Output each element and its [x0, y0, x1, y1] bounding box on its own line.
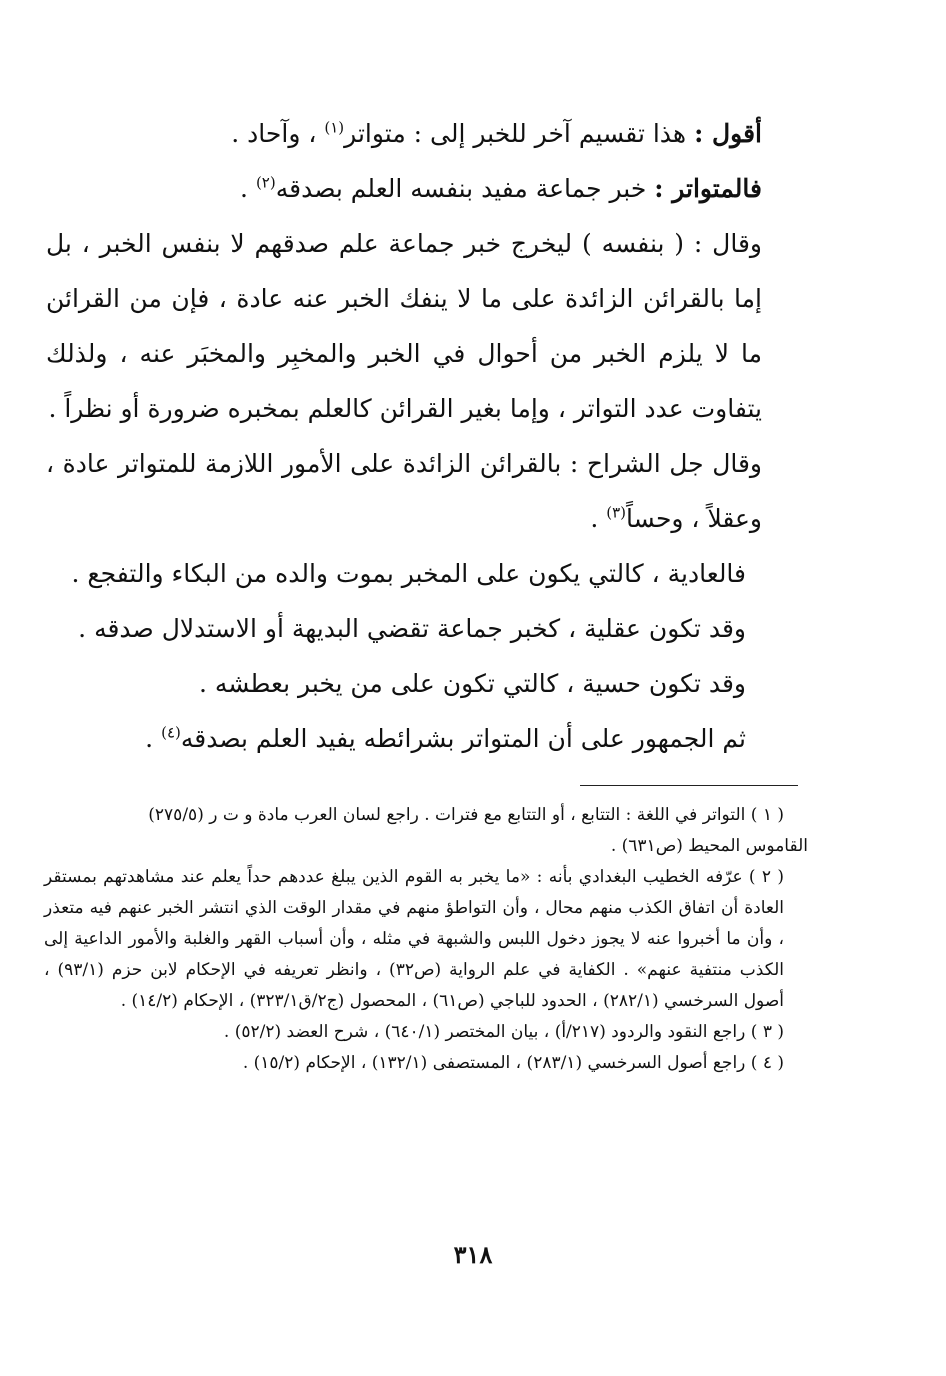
paragraph-5: فالعادية ، كالتي يكون على المخبر بموت والده من البكاء والتفجع . [71, 559, 746, 588]
footnote-ref-2: (٢) [255, 173, 276, 192]
footnote-3: ( ٣ ) راجع النقود والردود (٢١٧/أ) ، بيان المختصر (٦٤٠/١) ، شرح العضد (٥٢/٢) . [223, 1022, 784, 1042]
paragraph-2-lead: فالمتواتر : [654, 174, 762, 203]
paragraph-4 [46, 436, 806, 546]
paragraph-2-text: خبر جماعة مفيد بنفسه العلم بصدقه [275, 174, 647, 203]
paragraph-8-text: ثم الجمهور على أن المتواتر بشرائطه يفيد العلم بصدقه [180, 724, 746, 753]
paragraph-3: وقال : ( بنفسه ) ليخرج خبر جماعة علم صدقهم لا بنفس الخبر ، بل إما بالقرائن الزائدة على ما لا ينفك الخبر عنه عادة ، فإن من القرائن ما لا يلزم الخبر من أحوال في الخبر والمخبِر والمخبَر عنه ، ولذلك يتفاوت عدد التواتر ، وإما بغير القرائن كالعلم بمخبره ضرورة أو نظراً . [46, 229, 762, 423]
paragraph-1-tail: ، وآحاد . [231, 119, 317, 148]
main-text [46, 106, 806, 766]
footnote-1-line-2: القاموس المحيط (ص٦٣١) . [610, 836, 808, 856]
paragraph-2 [46, 161, 806, 216]
paragraph-7: وقد تكون حسية ، كالتي تكون على من يخبر بعطشه . [198, 669, 746, 698]
footnote-4: ( ٤ ) راجع أصول السرخسي (٢٨٣/١) ، المستصفى (١٣٢/١) ، الإحكام (١٥/٢) . [242, 1053, 784, 1073]
footnote-divider [580, 785, 798, 786]
paragraph-8-tail: . [145, 724, 154, 753]
footnote-ref-1: (١) [324, 118, 345, 137]
footnote-1-line-1: ( ١ ) التواتر في اللغة : التتابع ، أو التتابع مع فترات . راجع لسان العرب مادة و ت ر (٢٧٥/٥) [148, 805, 784, 825]
paragraph-1-lead: أقول : [694, 119, 762, 148]
paragraph-4-text: وقال جل الشراح : بالقرائن الزائدة على الأمور اللازمة للمتواتر عادة ، وعقلاً ، وحساً [46, 449, 762, 533]
footnotes [44, 800, 808, 1079]
paragraph-6: وقد تكون عقلية ، كخبر جماعة تقضي البديهة أو الاستدلال صدقه . [78, 614, 746, 643]
page-number: ٣١٨ [453, 1240, 493, 1269]
paragraph-1 [46, 106, 806, 161]
paragraph-2-tail: . [240, 174, 248, 203]
footnote-ref-3: (٣) [606, 503, 627, 522]
footnote-2: ( ٢ ) عرّفه الخطيب البغدادي بأنه : «ما يخبر به القوم الذين يبلغ عددهم حداً يعلم عند مشاهدتهم بمستقر العادة أن اتفاق الكذب منهم محال ، وأن التواطؤ منهم في مقدار الوقت الذي انتشر الخبر عنهم فيه متعذر ، وأن ما أخبروا عنه لا يجوز دخول اللبس والشبهة في مثله ، وأن أسباب القهر والغلبة والأمور الداعية إلى الكذب منتفية عنهم» . الكفاية في علم الرواية (ص٣٢) ، وانظر تعريفه في الإحكام لابن حزم (٩٣/١) ، أصول السرخسي (٢٨٢/١) ، الحدود للباجي (ص٦١) ، المحصول (ج٢/ق٣٢٣/١) ، الإحكام (١٤/٢) . [44, 867, 785, 1011]
paragraph-1-text: هذا تقسيم آخر للخبر إلى : متواتر [344, 119, 687, 148]
paragraph-8 [46, 711, 806, 766]
paragraph-4-tail: . [590, 504, 599, 533]
footnote-ref-4: (٤) [161, 723, 181, 742]
